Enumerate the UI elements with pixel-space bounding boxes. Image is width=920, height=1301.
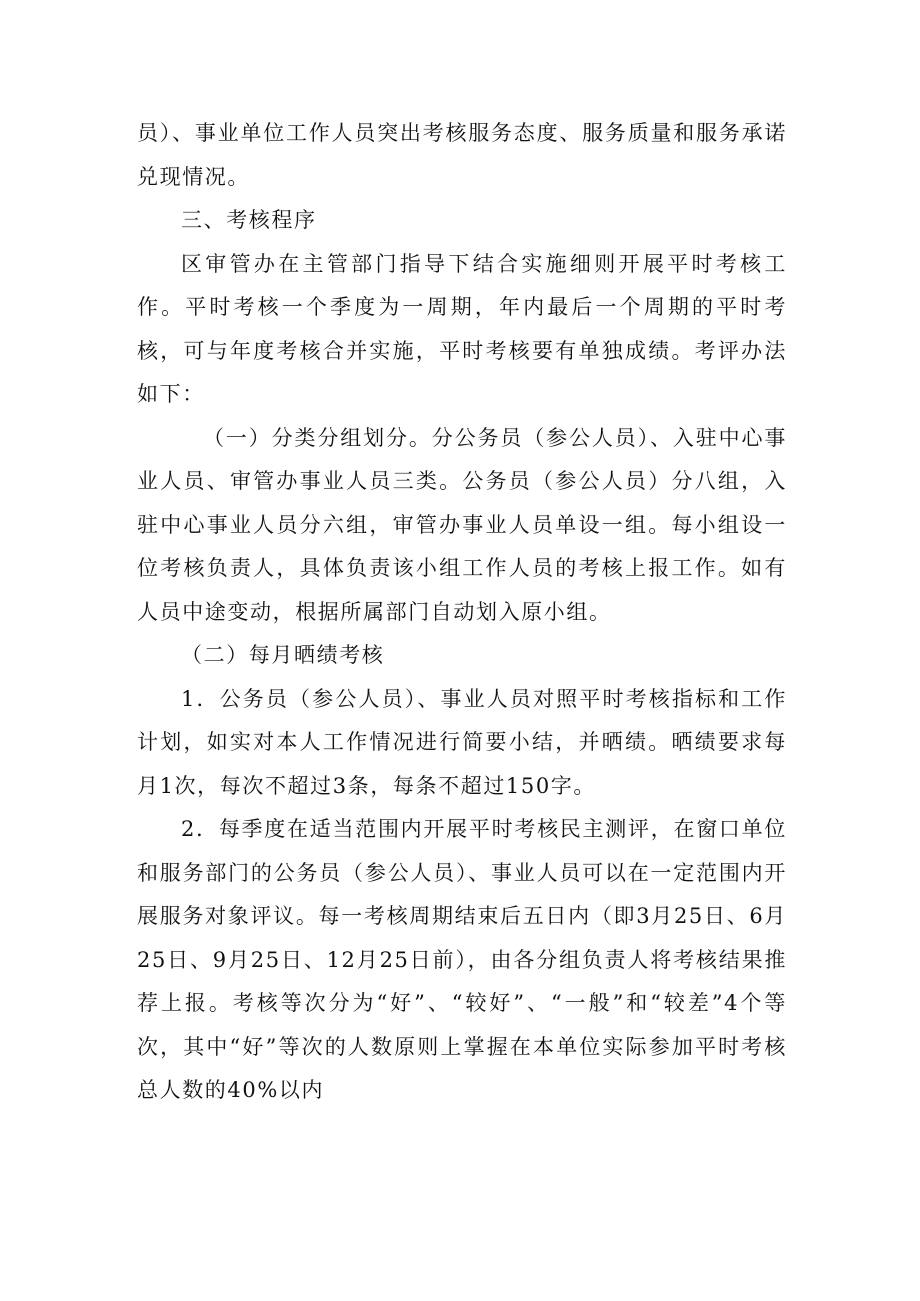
paragraph-grouping: （一）分类分组划分。分公务员（参公人员）、入驻中心事业人员、审管办事业人员三类。公务员（参公人员）分八组，入驻中心事业人员分六组，审管办事业人员单设一组。每小组设一位考核负责人，具体负责该小组工作人员的考核上报工作。如有人员中途变动，根据所属部门自动划入原小组。 bbox=[137, 425, 787, 624]
paragraph-item-2: 2．每季度在适当范围内开展平时考核民主测评，在窗口单位和服务部门的公务员（参公人员）、事业人员可以在一定范围内开展服务对象评议。每一考核周期结束后五日内（即3月25日、6月25日、9月25日、12月25日前），由各分组负责人将考核结果推荐上报。考核等次分为“好”、“较好”、“一般”和“较差”4个等次，其中“好”等次的人数原则上掌握在本单位实际参加平时考核总人数的40%以内 bbox=[137, 817, 787, 1102]
paragraph-continuation: 员）、事业单位工作人员突出考核服务态度、服务质量和服务承诺兑现情况。 bbox=[137, 121, 787, 189]
subheading-monthly-assessment: （二）每月晒绩考核 bbox=[181, 643, 385, 667]
document-body bbox=[137, 112, 787, 1113]
paragraph-item-1: 1．公务员（参公人员）、事业人员对照平时考核指标和工作计划，如实对本人工作情况进行简要小结，并晒绩。晒绩要求每月1次，每次不超过3条，每条不超过150字。 bbox=[137, 686, 787, 798]
paragraph-procedure-intro: 区审管办在主管部门指导下结合实施细则开展平时考核工作。平时考核一个季度为一周期，年内最后一个周期的平时考核，可与年度考核合并实施，平时考核要有单独成绩。考评办法如下： bbox=[137, 251, 787, 406]
section-heading-assessment-procedure: 三、考核程序 bbox=[181, 208, 317, 232]
